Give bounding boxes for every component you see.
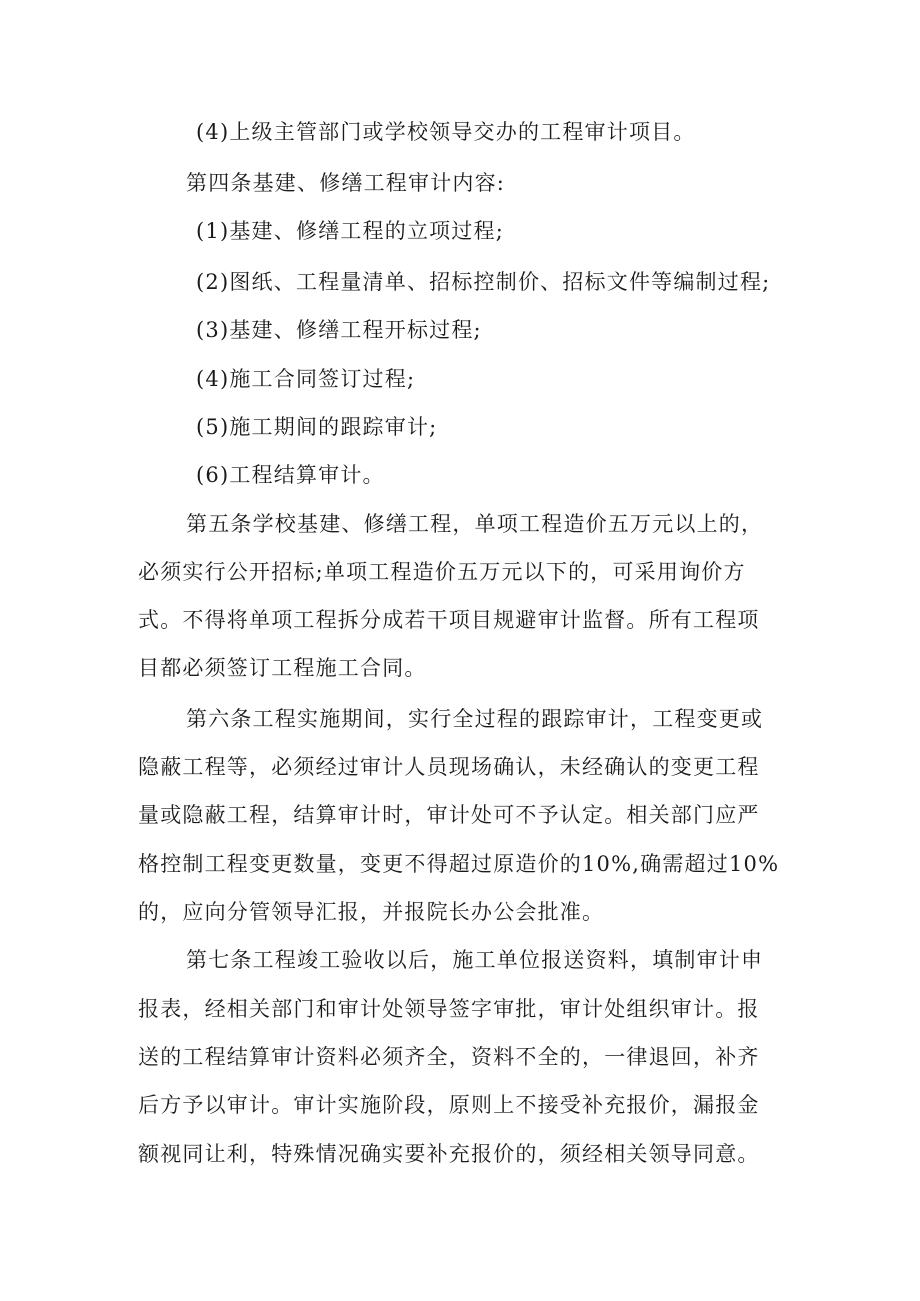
- item-6-settlement-audit: (6)工程结算审计。: [196, 463, 385, 487]
- article-7-line-2: 报表，经相关部门和审计处领导签字审批，审计处组织审计。报: [138, 997, 760, 1021]
- article-4-heading: 第四条基建、修缮工程审计内容:: [186, 171, 506, 195]
- article-6-line-5: 的，应向分管领导汇报，并报院长办公会批准。: [138, 900, 605, 924]
- item-1-project-approval: (1)基建、修缮工程的立项过程;: [196, 219, 505, 243]
- item-4-superior-assigned-projects: (4)上级主管部门或学校领导交办的工程审计项目。: [196, 120, 696, 144]
- article-6-line-2: 隐蔽工程等，必须经过审计人员现场确认，未经确认的变更工程: [138, 755, 760, 779]
- item-4-contract-signing: (4)施工合同签订过程;: [196, 367, 416, 391]
- article-5-line-2: 必须实行公开招标;单项工程造价五万元以下的，可采用询价方: [138, 560, 746, 584]
- article-5-line-4: 目都必须签订工程施工合同。: [138, 656, 427, 680]
- article-5-line-3: 式。不得将单项工程拆分成若干项目规避审计监督。所有工程项: [138, 608, 760, 632]
- item-3-bid-opening: (3)基建、修缮工程开标过程;: [196, 318, 482, 342]
- article-6-line-3: 量或隐蔽工程，结算审计时，审计处可不予认定。相关部门应严: [138, 803, 760, 827]
- item-2-drawings-preparation: (2)图纸、工程量清单、招标控制价、招标文件等编制过程;: [196, 270, 771, 294]
- article-5-line-1: 第五条学校基建、修缮工程，单项工程造价五万元以上的，: [186, 512, 764, 536]
- article-6-line-1: 第六条工程实施期间，实行全过程的跟踪审计，工程变更或: [186, 707, 764, 731]
- article-6-line-4: 格控制工程变更数量，变更不得超过原造价的10%,确需超过10%: [138, 852, 780, 876]
- item-5-tracking-audit: (5)施工期间的跟踪审计;: [196, 415, 438, 439]
- article-7-line-1: 第七条工程竣工验收以后，施工单位报送资料，填制审计申: [186, 948, 764, 972]
- article-7-line-5: 额视同让利，特殊情况确实要补充报价的，须经相关领导同意。: [138, 1142, 760, 1166]
- article-7-line-3: 送的工程结算审计资料必须齐全，资料不全的，一律退回，补齐: [138, 1045, 760, 1069]
- article-7-line-4: 后方予以审计。审计实施阶段，原则上不接受补充报价，漏报金: [138, 1093, 760, 1117]
